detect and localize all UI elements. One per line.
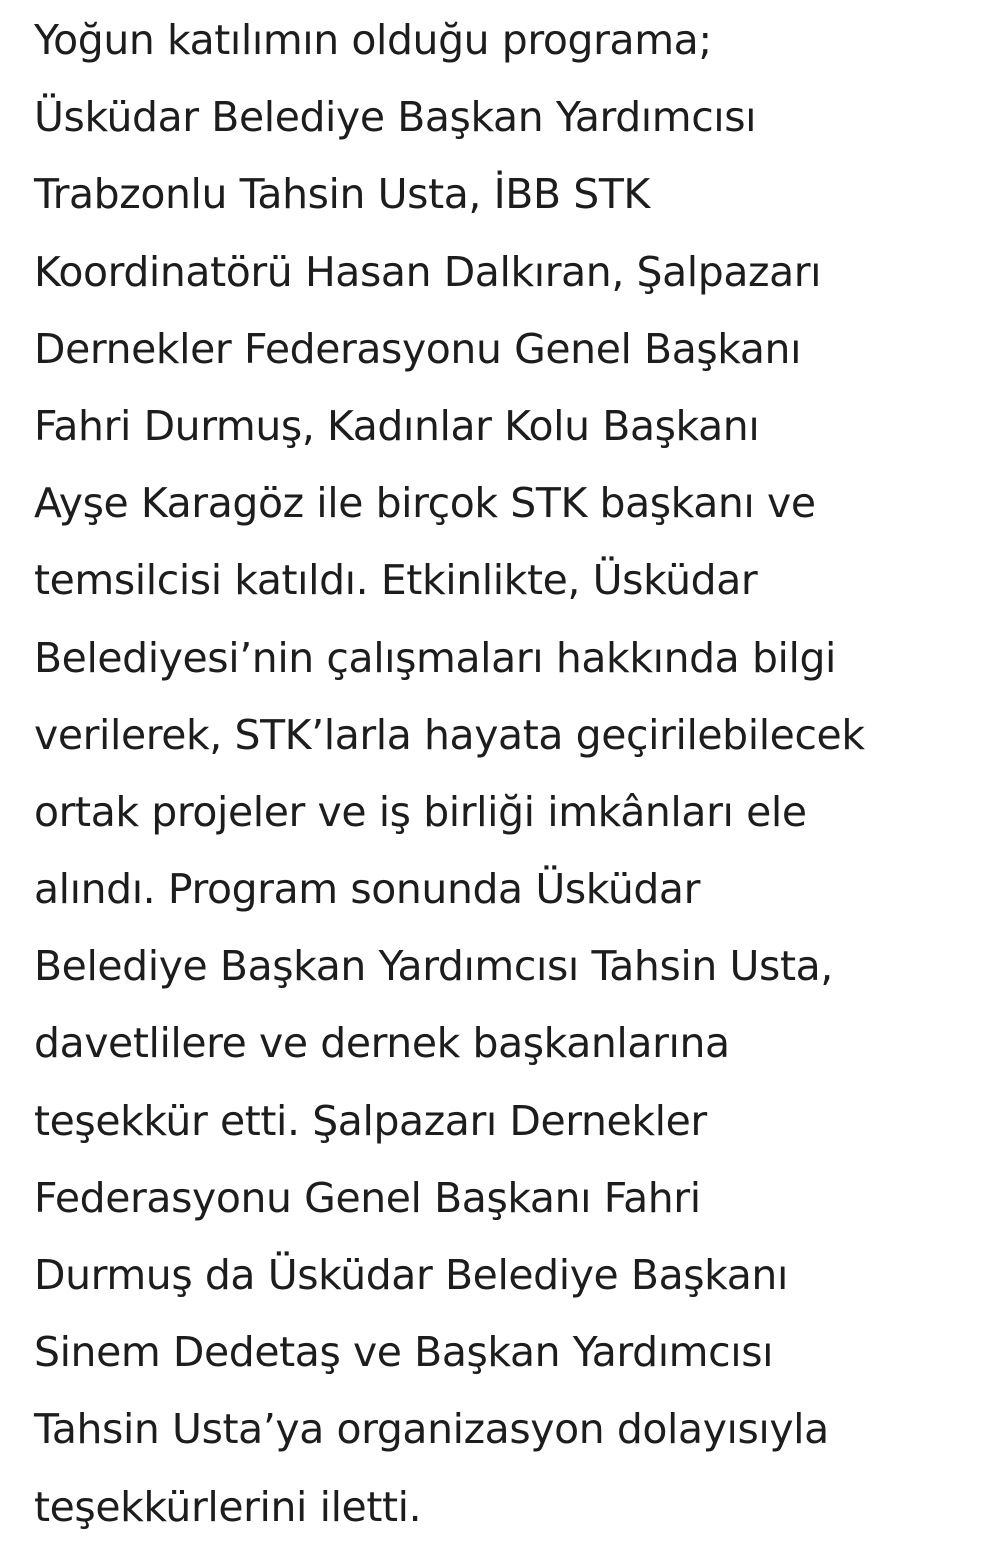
article-line: Sinem Dedetaş ve Başkan Yardımcısı <box>34 1328 774 1377</box>
article-line: alındı. Program sonunda Üsküdar <box>34 865 701 914</box>
article-line: Koordinatörü Hasan Dalkıran, Şalpazarı <box>34 247 822 296</box>
article-line: Federasyonu Genel Başkanı Fahri <box>34 1173 701 1222</box>
article-line: verilerek, STK’larla hayata geçirilebilecek <box>34 710 865 759</box>
article-line: Belediyesi’nin çalışmaları hakkında bilgi <box>34 633 837 682</box>
article-line: temsilcisi katıldı. Etkinlikte, Üsküdar <box>34 556 758 605</box>
article-line: Fahri Durmuş, Kadınlar Kolu Başkanı <box>34 401 760 450</box>
article-line: Durmuş da Üsküdar Belediye Başkanı <box>34 1251 788 1299</box>
article-line: Ayşe Karagöz ile birçok STK başkanı ve <box>34 479 816 528</box>
article-line: Yoğun katılımın olduğu programa; <box>34 16 712 64</box>
article-line: Dernekler Federasyonu Genel Başkanı <box>34 324 802 373</box>
article-line: Trabzonlu Tahsin Usta, İBB STK <box>34 170 650 219</box>
article-line: davetlilere ve dernek başkanlarına <box>34 1019 730 1068</box>
article-line: teşekkürlerini iletti. <box>34 1482 422 1531</box>
article-line: Üsküdar Belediye Başkan Yardımcısı <box>34 93 757 142</box>
article-line: ortak projeler ve iş birliği imkânları ele <box>34 787 807 836</box>
article-body <box>34 0 994 1546</box>
article-line: Tahsin Usta’ya organizasyon dolayısıyla <box>34 1405 829 1454</box>
article-line: teşekkür etti. Şalpazarı Dernekler <box>34 1096 707 1145</box>
article-line: Belediye Başkan Yardımcısı Tahsin Usta, <box>34 942 833 991</box>
